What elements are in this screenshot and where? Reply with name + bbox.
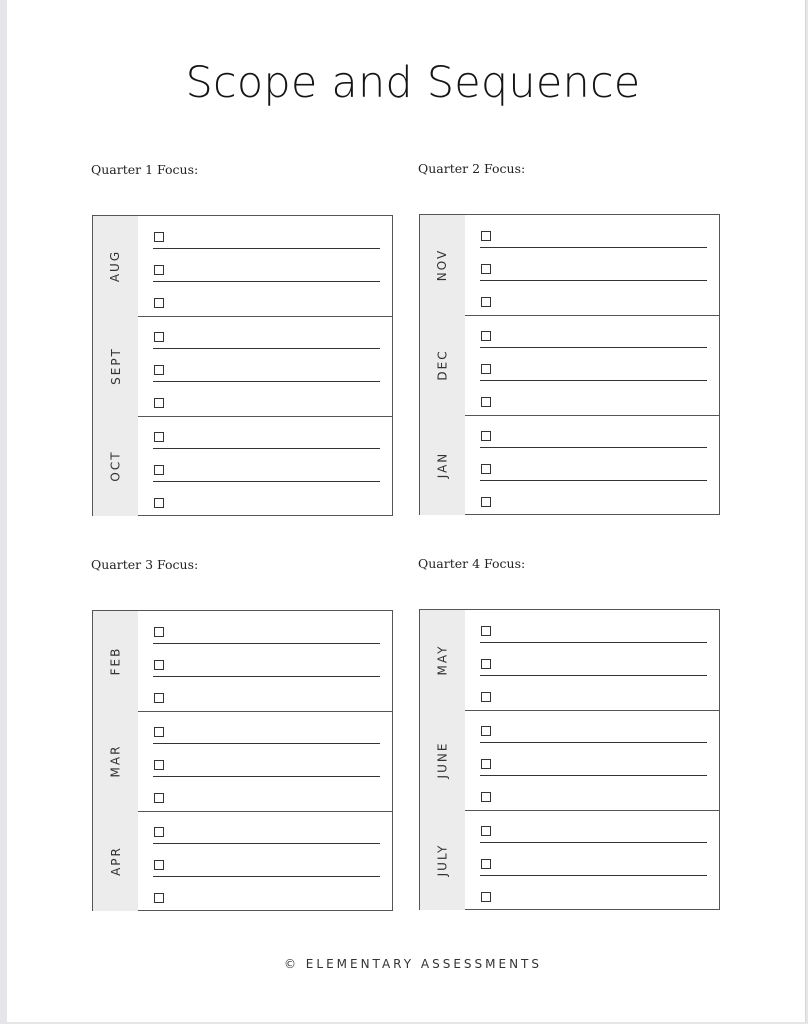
checklist-row	[153, 785, 380, 809]
quarter-4-label: Quarter 4 Focus:	[418, 556, 526, 571]
checklist-row	[153, 457, 380, 482]
checklist-row	[480, 223, 707, 248]
checkbox[interactable]	[481, 792, 491, 802]
quarter-3-table	[92, 610, 393, 911]
worksheet-page	[7, 0, 806, 1022]
checklist-row	[480, 489, 707, 513]
month-label: JUNE	[435, 741, 450, 779]
checkbox[interactable]	[481, 759, 491, 769]
month-section	[420, 710, 719, 811]
quarter-4-table	[419, 609, 720, 910]
month-section	[420, 810, 719, 910]
checklist-row	[480, 256, 707, 281]
month-label-cell	[93, 711, 138, 811]
checklist-row	[153, 490, 380, 514]
checklist-row	[153, 324, 380, 349]
checkbox[interactable]	[154, 298, 164, 308]
checkbox[interactable]	[154, 760, 164, 770]
checkbox[interactable]	[481, 659, 491, 669]
checkbox[interactable]	[481, 692, 491, 702]
checkbox[interactable]	[481, 264, 491, 274]
checkbox[interactable]	[481, 497, 491, 507]
checkbox[interactable]	[154, 860, 164, 870]
month-label: SEPT	[108, 347, 123, 385]
checkbox[interactable]	[154, 232, 164, 242]
checkbox[interactable]	[481, 431, 491, 441]
checkbox[interactable]	[481, 397, 491, 407]
month-label-cell	[93, 416, 138, 516]
checkbox[interactable]	[154, 332, 164, 342]
checklist-row	[480, 784, 707, 808]
quarter-2-table	[419, 214, 720, 515]
checklist-row	[480, 356, 707, 381]
month-label: OCT	[108, 450, 123, 482]
checklist-row	[480, 323, 707, 348]
checklist-row	[153, 257, 380, 282]
quarter-3-label: Quarter 3 Focus:	[91, 557, 199, 572]
checklist-row	[153, 424, 380, 449]
month-label-cell	[93, 611, 138, 711]
checklist-row	[480, 289, 707, 313]
checkbox[interactable]	[154, 432, 164, 442]
checklist-row	[480, 651, 707, 676]
checklist-row	[480, 618, 707, 643]
checklist-row	[153, 224, 380, 249]
month-section	[93, 711, 392, 812]
checklist-row	[480, 884, 707, 908]
checkbox[interactable]	[481, 726, 491, 736]
month-label: AUG	[108, 249, 123, 283]
checklist-row	[480, 818, 707, 843]
month-section	[420, 415, 719, 515]
checklist-row	[153, 652, 380, 677]
checklist-row	[153, 357, 380, 382]
checklist-row	[480, 389, 707, 413]
month-label: FEB	[108, 646, 123, 676]
month-label: MAY	[435, 644, 450, 676]
month-label-cell	[420, 810, 465, 910]
checkbox[interactable]	[154, 893, 164, 903]
checkbox[interactable]	[154, 265, 164, 275]
checklist-row	[153, 852, 380, 877]
checkbox[interactable]	[481, 364, 491, 374]
month-label-cell	[93, 216, 138, 316]
checkbox[interactable]	[154, 827, 164, 837]
checklist-row	[153, 752, 380, 777]
checkbox[interactable]	[154, 365, 164, 375]
checklist-row	[153, 619, 380, 644]
month-section	[420, 215, 719, 316]
month-label: JULY	[435, 843, 450, 877]
checkbox[interactable]	[481, 231, 491, 241]
month-label-cell	[420, 215, 465, 315]
checkbox[interactable]	[154, 693, 164, 703]
month-label-cell	[420, 710, 465, 810]
checklist-row	[153, 719, 380, 744]
checkbox[interactable]	[154, 627, 164, 637]
month-section	[420, 315, 719, 416]
checklist-row	[480, 751, 707, 776]
checkbox[interactable]	[154, 398, 164, 408]
checklist-row	[153, 885, 380, 909]
month-label: MAR	[108, 744, 123, 778]
month-label: JAN	[435, 451, 450, 479]
checkbox[interactable]	[154, 498, 164, 508]
month-section	[93, 316, 392, 417]
month-label: DEC	[435, 349, 450, 381]
checklist-row	[153, 685, 380, 709]
checkbox[interactable]	[481, 464, 491, 474]
checklist-row	[153, 290, 380, 314]
checkbox[interactable]	[154, 793, 164, 803]
checklist-row	[480, 718, 707, 743]
checkbox[interactable]	[481, 859, 491, 869]
month-section	[93, 611, 392, 712]
quarter-1-label: Quarter 1 Focus:	[91, 162, 199, 177]
month-section	[93, 216, 392, 317]
checklist-row	[480, 851, 707, 876]
checklist-row	[480, 684, 707, 708]
checklist-row	[153, 390, 380, 414]
month-section	[93, 811, 392, 911]
page-title: Scope and Sequence	[185, 58, 641, 108]
month-label-cell	[93, 316, 138, 416]
checkbox[interactable]	[154, 660, 164, 670]
checkbox[interactable]	[481, 297, 491, 307]
checkbox[interactable]	[481, 826, 491, 836]
checkbox[interactable]	[481, 331, 491, 341]
month-label: APR	[108, 846, 123, 876]
month-section	[420, 610, 719, 711]
month-label-cell	[420, 415, 465, 515]
quarter-1-table	[92, 215, 393, 516]
footer-credit: © ELEMENTARY ASSESSMENTS	[283, 957, 543, 971]
month-label: NOV	[435, 248, 450, 282]
checklist-row	[480, 456, 707, 481]
checkbox[interactable]	[154, 465, 164, 475]
checkbox[interactable]	[481, 626, 491, 636]
month-label-cell	[420, 315, 465, 415]
quarter-2-label: Quarter 2 Focus:	[418, 161, 526, 176]
month-label-cell	[93, 811, 138, 911]
checklist-row	[153, 819, 380, 844]
month-label-cell	[420, 610, 465, 710]
checkbox[interactable]	[154, 727, 164, 737]
checklist-row	[480, 423, 707, 448]
checkbox[interactable]	[481, 892, 491, 902]
month-section	[93, 416, 392, 516]
